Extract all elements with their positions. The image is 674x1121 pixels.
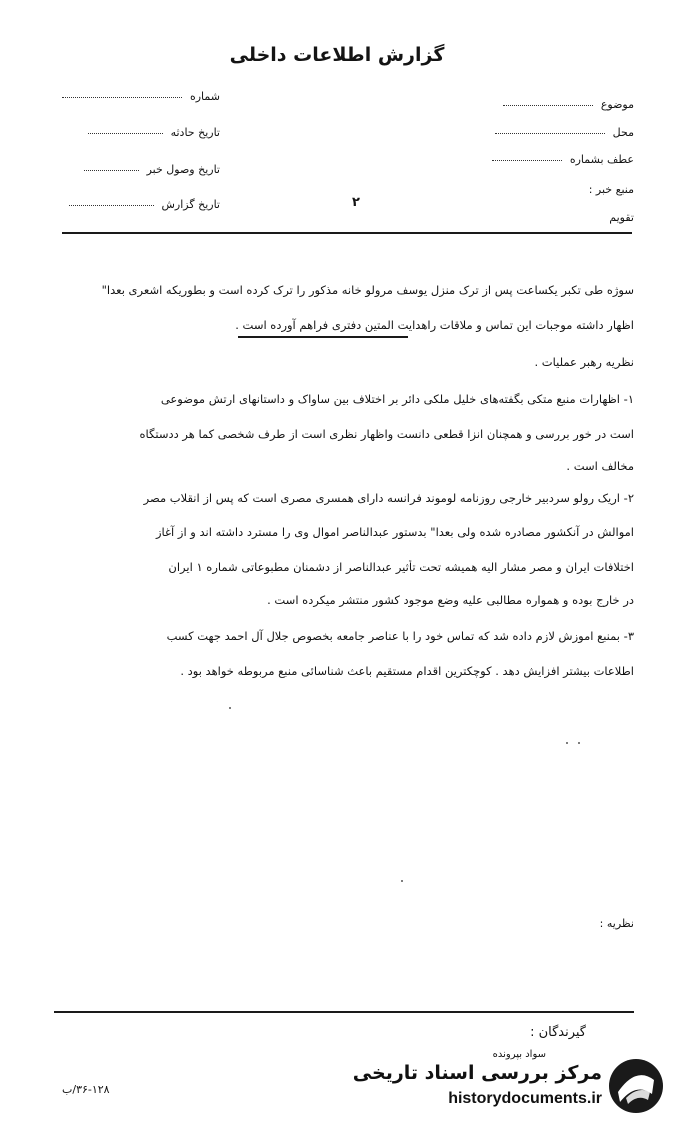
copy-label: سواد بپرونده — [492, 1049, 546, 1060]
scan-speck — [578, 742, 580, 744]
reference-label: عطف بشماره — [569, 153, 634, 166]
document-number: ۳۶-۱۲۸/ب — [62, 1083, 110, 1096]
decision-label: نظریه : — [599, 917, 634, 930]
subject-label: موضوع — [600, 98, 634, 111]
report-date-label: تاریخ گزارش — [161, 198, 220, 211]
body-line-2: اظهار داشته موجبات این تماس و ملاقات راهدایت المتین دفتری فراهم آورده است . — [235, 318, 634, 332]
report-title: گزارش اطلاعات داخلی — [229, 44, 445, 66]
handwritten-underline — [238, 336, 408, 338]
decision-field — [600, 917, 634, 930]
report-date-blank — [69, 204, 154, 206]
source-label: منبع خبر : — [588, 183, 634, 196]
reference-blank — [492, 159, 562, 161]
body-line-12: اطلاعات بیشتر افزایش دهد . کوچکترین اقدام مستقیم باعث شناسائی منبع مربوطه خواهد بود . — [180, 664, 634, 678]
watermark — [352, 1058, 664, 1114]
scan-speck — [229, 707, 231, 709]
event-date-label: تاریخ حادثه — [170, 126, 220, 139]
source-field — [589, 183, 634, 196]
location-label: محل — [612, 126, 634, 139]
watermark-url: historydocuments.ir — [448, 1090, 602, 1107]
location-field — [495, 126, 634, 139]
news-received-field — [84, 163, 220, 176]
news-received-label: تاریخ وصول خبر — [146, 163, 220, 176]
subject-field — [503, 98, 634, 111]
body-line-3: نظریه رهبر عملیات . — [534, 355, 634, 369]
body-line-4: ۱- اظهارات منبع متکی بگفته‌های خلیل ملکی دائر بر اختلاف بین ساواک و داستانهای ارتش موضوعی — [160, 392, 634, 406]
body-line-10: در خارج بوده و همواره مطالبی علیه وضع موجود کشور منتشر میکرده است . — [267, 593, 634, 607]
reference-field — [492, 153, 634, 166]
number-label: شماره — [189, 90, 220, 103]
event-date-blank — [88, 132, 163, 134]
number-blank — [62, 96, 182, 98]
source-value: ۲ — [352, 195, 360, 210]
archive-logo-icon — [608, 1058, 664, 1114]
location-blank — [495, 132, 605, 134]
assessment-field — [609, 211, 634, 224]
watermark-persian-text: مرکز بررسی اسناد تاریخی — [352, 1062, 602, 1084]
news-received-blank — [84, 169, 139, 171]
body-line-9: اختلافات ایران و مصر مشار الیه همیشه تحت تأثیر عبدالناصر از دشمنان مطبوعاتی شماره ۱ ایران — [168, 560, 634, 574]
footer-divider — [54, 1011, 634, 1013]
recipients-field — [530, 1025, 586, 1040]
body-line-5: است در خور بررسی و همچنان انزا قطعی دانست واظهار نظری است از طرف شخصی کما هر ددستگاه — [139, 427, 634, 441]
scan-speck — [401, 880, 403, 882]
subject-blank — [503, 104, 593, 106]
header-divider — [62, 232, 632, 234]
report-date-field — [69, 198, 220, 211]
body-line-1: سوژه طی تکبر یکساعت پس از ترک منزل یوسف مرولو خانه مذکور را ترک کرده است و بطوریکه اشعری بعدا" — [101, 283, 634, 297]
body-line-6: مخالف است . — [566, 459, 634, 473]
assessment-label: تقویم — [609, 211, 634, 224]
event-date-field — [88, 126, 220, 139]
body-line-11: ۳- بمنبع اموزش لازم داده شد که تماس خود را با عناصر جامعه بخصوص جلال آل احمد جهت کسب — [166, 629, 634, 643]
number-field — [62, 90, 220, 103]
body-line-8: اموالش در آنکشور مصادره شده ولی بعدا" بدستور عبدالناصر اموال وی را مسترد داشته اند و از آغاز — [155, 525, 634, 539]
scan-speck — [566, 742, 568, 744]
body-line-7: ۲- اریک رولو سردبیر خارجی روزنامه لوموند فرانسه دارای همسری مصری است که پس از انقلاب مصر — [143, 491, 634, 505]
recipients-label: گیرندگان : — [530, 1025, 586, 1040]
